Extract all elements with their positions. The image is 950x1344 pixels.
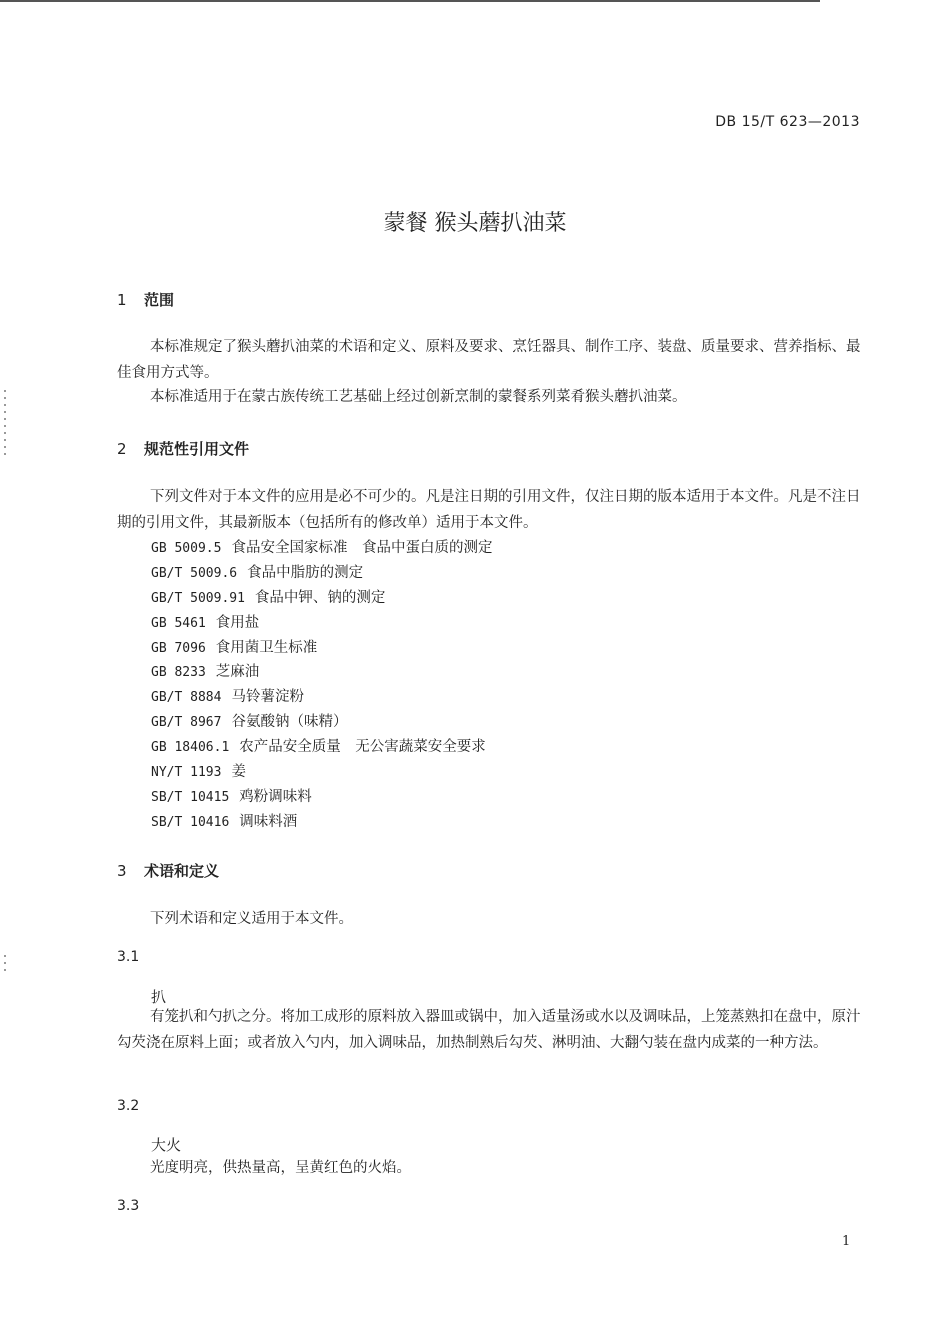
section-3-heading xyxy=(117,860,219,881)
reference-code: SB/T 10415 xyxy=(151,789,230,805)
section-2-heading xyxy=(117,438,249,459)
reference-code: GB 18406.1 xyxy=(151,740,230,756)
section-title: 规范性引用文件 xyxy=(144,440,250,458)
reference-code: GB 8233 xyxy=(151,665,206,681)
reference-name: 谷氨酸钠（味精） xyxy=(231,714,348,731)
reference-name: 芝麻油 xyxy=(215,664,260,681)
term-definition: 有笼扒和勺扒之分。将加工成形的原料放入器皿或锅中，加入适量汤或水以及调味品，上笼蒸熟扣在盘中，原汁勾芡浇在原料上面；或者放入勺内，加入调味品，加热制熟后勾芡、淋明油、大翻勺装在盘内成菜的一种方法。 xyxy=(117,1009,861,1051)
reference-code: GB 5461 xyxy=(151,615,206,631)
page-number: 1 xyxy=(842,1234,851,1249)
reference-name: 调味料酒 xyxy=(239,813,298,830)
scope-paragraph-1: 本标准规定了猴头蘑扒油菜的术语和定义、原料及要求、烹饪器具、制作工序、装盘、质量要求、营养指标、最佳食用方式等。 xyxy=(117,339,861,381)
reference-code: GB/T 8884 xyxy=(151,690,222,706)
top-rule xyxy=(0,0,820,2)
section-number: 3 xyxy=(117,862,127,880)
reference-name: 食品中脂肪的测定 xyxy=(247,564,364,581)
term-definition: 光度明亮，供热量高，呈黄红色的火焰。 xyxy=(150,1160,411,1176)
binding-dots xyxy=(4,390,6,460)
reference-item xyxy=(151,586,492,611)
standard-number: DB 15/T 623—2013 xyxy=(715,114,860,130)
reference-name: 鸡粉调味料 xyxy=(239,788,312,805)
term-name: 扒 xyxy=(151,988,167,1006)
reference-name: 姜 xyxy=(231,764,246,781)
reference-name: 马铃薯淀粉 xyxy=(231,689,304,706)
reference-code: NY/T 1193 xyxy=(151,765,222,781)
reference-item xyxy=(151,611,492,636)
reference-item xyxy=(151,785,492,810)
reference-item xyxy=(151,561,492,586)
term-name: 大火 xyxy=(151,1136,182,1154)
reference-name: 食品中钾、钠的测定 xyxy=(254,589,386,606)
reference-item xyxy=(151,636,492,661)
reference-item xyxy=(151,710,492,735)
reference-item xyxy=(151,685,492,710)
scope-paragraph-2: 本标准适用于在蒙古族传统工艺基础上经过创新烹制的蒙餐系列菜肴猴头蘑扒油菜。 xyxy=(150,389,687,405)
binding-dots xyxy=(4,955,6,975)
reference-item xyxy=(151,760,492,785)
references-intro: 下列文件对于本文件的应用是必不可少的。凡是注日期的引用文件，仅注日期的版本适用于本文件。凡是不注日期的引用文件，其最新版本（包括所有的修改单）适用于本文件。 xyxy=(117,489,861,531)
reference-code: GB/T 5009.6 xyxy=(151,565,238,581)
term-number: 3.2 xyxy=(117,1098,140,1114)
reference-item xyxy=(151,536,492,561)
section-1-heading xyxy=(117,289,174,310)
reference-name: 食用菌卫生标准 xyxy=(215,639,318,656)
section-number: 1 xyxy=(117,291,127,309)
reference-name: 农产品安全质量 无公害蔬菜安全要求 xyxy=(239,739,486,756)
term-number: 3.1 xyxy=(117,949,140,965)
reference-item xyxy=(151,660,492,685)
section-title: 范围 xyxy=(144,291,175,309)
reference-code: GB 7096 xyxy=(151,640,206,656)
reference-item xyxy=(151,735,492,760)
reference-item xyxy=(151,810,492,835)
term-number: 3.3 xyxy=(117,1198,140,1214)
reference-code: GB 5009.5 xyxy=(151,541,222,556)
reference-code: GB/T 8967 xyxy=(151,715,222,731)
terms-intro: 下列术语和定义适用于本文件。 xyxy=(150,911,353,927)
reference-list xyxy=(151,536,492,835)
reference-code: SB/T 10416 xyxy=(151,814,230,830)
reference-code: GB/T 5009.91 xyxy=(151,590,245,606)
document-title: 蒙餐 猴头蘑扒油菜 xyxy=(383,211,567,236)
section-title: 术语和定义 xyxy=(144,862,220,880)
reference-name: 食用盐 xyxy=(215,614,260,631)
reference-name: 食品安全国家标准 食品中蛋白质的测定 xyxy=(231,540,493,556)
section-number: 2 xyxy=(117,440,127,458)
